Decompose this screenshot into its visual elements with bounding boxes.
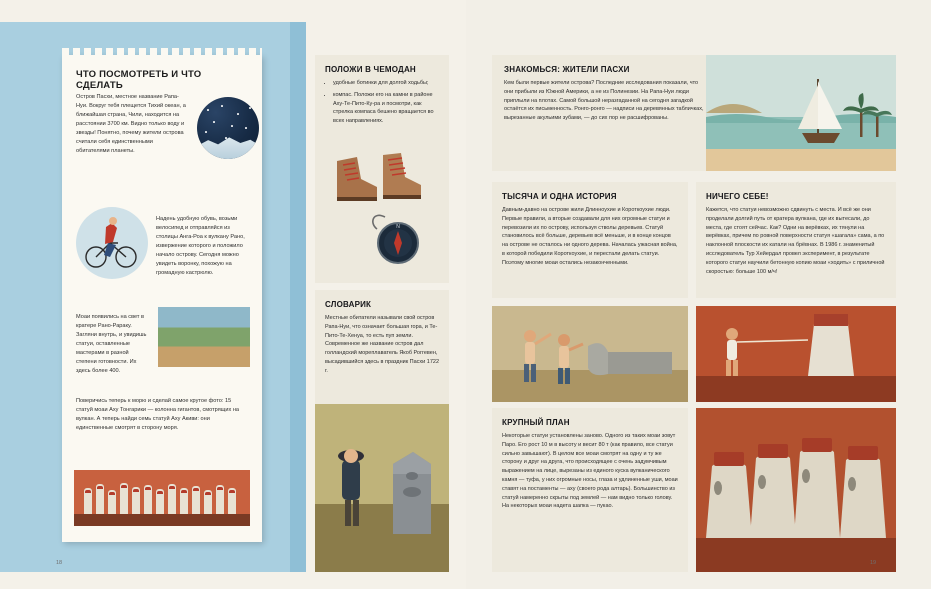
right-page [466, 0, 931, 589]
moai-line-illustration [696, 408, 896, 572]
card-wow-title: НИЧЕГО СЕБЕ! [706, 192, 769, 201]
seascape-illustration [706, 55, 896, 171]
paragraph-photo: Поверичись теперь к морю и сделай самое крутое фото: 15 статуй моаи Аху Тонгарики — колонна гигантов, смотрящих на вулкан. А теперь найди семь статуй Аху Акиви: они единственные смотрят в сторону моря. [76, 398, 240, 432]
boots-icon [325, 151, 439, 203]
card-thousand-text: Давным-давно на острове жили Длинноухие и Короткоухие люди. Первые правили, а вторые создавали для них огромные статуи и перевозили их по острову, используя стволы деревьев. Статуй становилось всё больше, деревьев всё меньше, и в конце концов на острове не осталось ни одного дерева. Началась ужасная война, в которой победили Короткоухие, и перестали делать статуи. Поэтому многие моаи остались незаконченными. [502, 207, 678, 266]
paragraph-crater: Моаи появились на свет в кратере Рано-Рараку. Загляни внутрь, и увидишь статуи, оставленные мастерами в разной степени готовности. Их здесь более 400. [76, 314, 147, 375]
card-closeup-title: КРУПНЫЙ ПЛАН [502, 418, 570, 427]
card-glossary-title: СЛОВАРИК [325, 300, 372, 309]
card-wow-text: Кажется, что статуи невозможно сдвинуть с места. И всё же они проделали долгий путь от кратера вулкана, где их вытесали, до места, где стоят сейчас. Как? Одни на верёвках, их тянули на верёвках, причем по ровной поверхности статуя «шагала» сама, а по наклонной плоскости их катали на брёвнах. В 1986 г. знаменитый исследователь Тур Хейердал провел эксперимент, в результате которого статуи научили бетонную копию моаи «ходить» с приличной скоростью: больше 100 м/ч! [706, 207, 885, 275]
card-closeup [492, 408, 688, 572]
explorer-illustration [315, 404, 449, 572]
card-thousand-title: ТЫСЯЧА И ОДНА ИСТОРИЯ [502, 192, 617, 201]
card-meet-title: ЗНАКОМЬСЯ: ЖИТЕЛИ ПАСХИ [504, 65, 630, 74]
compass-icon [367, 207, 429, 269]
card-meet-text: Кем были первые жители острова? Последние исследования показали, что они прибыли из Южной Америки, а не из Полинезии. На Рапа-Нуи люди приплыли на плотах. Самой большой неразгаданной на сегодня загадкой остаётся их письменность. Ронго-ронго — надписи на деревянных табличках, вырезанные акульими зубами, — до сих пор не расшифрованы. [504, 80, 704, 122]
paragraph-bike: Надень удобную обувь, возьми велосипед и отправляйся из столицы Анга-Роа к вулкану Рано, извержение которого и положило начало острову. Сегодня можно увидеть воронку, похожую на громадную кастрюлю. [156, 216, 245, 277]
night-sky-illustration [197, 97, 259, 159]
card-glossary-text: Местные обитатели называли свой остров Рапа-Нуи, что означает большая гора, и Те-Пито-Те-Хенуа, то есть пуп земли. Современное же название остров дал голландский мореплаватель Якоб Роггевен, высадившийся здесь в праздник Пасхи 1722 г. [325, 315, 439, 374]
page-number-left: 18 [56, 560, 63, 566]
page-title: ЧТО ПОСМОТРЕТЬ И ЧТО СДЕЛАТЬ [76, 69, 202, 91]
left-note-card [62, 55, 262, 542]
paragraph-intro: Остров Пасхи, местное название Рапа-Нуи. Вокруг тебя плещется Тихий океан, а ближайшая страна, Чили, находится на расстоянии 3700 км. Видно только воду и звезды! Понятно, почему жители острова считали себя единственными обитателями планеты. [76, 94, 186, 155]
card-suitcase-title: ПОЛОЖИ В ЧЕМОДАН [325, 65, 416, 74]
card-suitcase [315, 55, 449, 283]
suitcase-item: • компас. Положи его на камни в районе Аху-Те-Пито-Ку-ра и посмотри, как стрелка компаса бешено вращается во всех направлениях. [333, 91, 439, 126]
card-wow [696, 182, 896, 298]
suitcase-item: • удобные ботинки для долгой ходьбы; [333, 79, 439, 88]
crater-illustration [158, 307, 250, 367]
moai-walking-illustration [696, 306, 896, 402]
cyclist-illustration [76, 207, 148, 279]
svg-text:N: N [396, 224, 400, 230]
moai-carving-illustration [492, 306, 688, 402]
card-glossary [315, 290, 449, 572]
page-number-right: 19 [870, 560, 877, 566]
card-closeup-text: Некоторые статуи установлены заново. Одного из таких моаи зовут Паро. Его рост 10 м в высоту и весит 80 т (как правило, все статуи сильно завышают). В целом все моаи смотрят на одну и ту же сторону и друг на друга, что происходящее с очень задумчивым выражением на лице, вырезаны из единого куска вулканического камня — туфа, у них огромные носы, глаза и удлиненные уши, моаи ставят на постаменты — аху (своего рода алтарь). Большинство из статуй намеренно скрыты под землей — нам видно только голову. На некоторых моаи надета шапка — пукао. [502, 433, 678, 510]
left-page-blue-edge [290, 22, 306, 572]
moai-row-illustration [74, 470, 250, 526]
card-thousand-stories [492, 182, 688, 298]
